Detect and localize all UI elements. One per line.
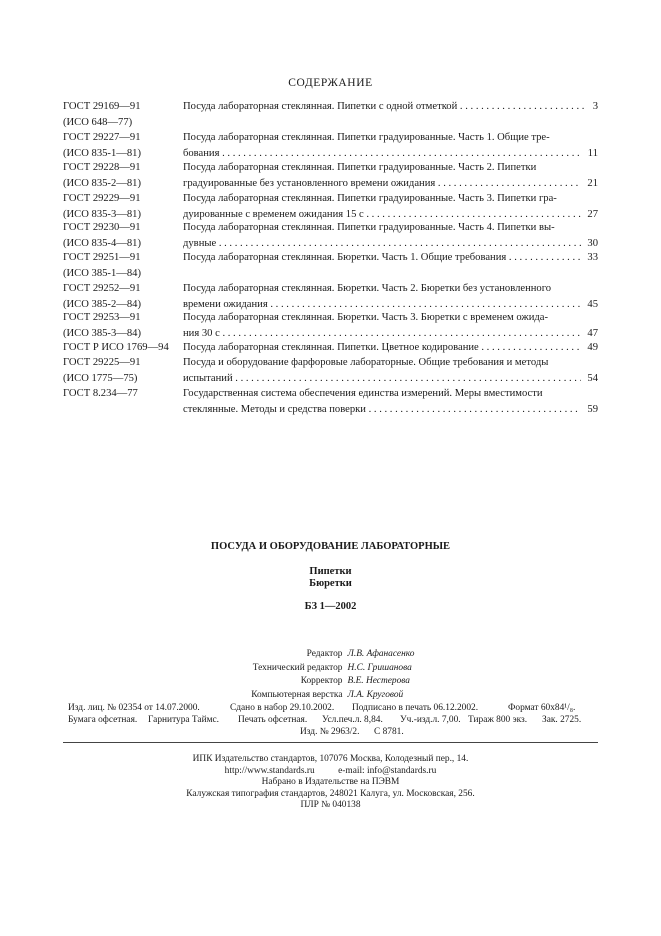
printer-line: ПЛР № 040138	[300, 800, 361, 810]
toc-text: Посуда лабораторная стеклянная. Пипетки с одной отметкой	[183, 101, 458, 112]
toc-text: Посуда лабораторная стеклянная. Пипетки градуированные. Часть 2. Пипетки	[183, 162, 537, 173]
standard-code: ГОСТ 29225—91	[63, 357, 141, 368]
toc-line	[183, 326, 598, 342]
standard-code: ГОСТ 29169—91	[63, 101, 141, 112]
toc-line	[183, 99, 598, 115]
toc-text: Посуда лабораторная стеклянная. Пипетки. Цветное кодирование	[183, 342, 479, 353]
issue-label: БЗ 1—2002	[304, 601, 357, 612]
toc-line	[183, 371, 598, 387]
standard-code: ГОСТ 29230—91	[63, 222, 141, 233]
toc-line	[183, 310, 598, 326]
c-number: С 8781.	[374, 727, 404, 737]
credit-row	[150, 662, 520, 676]
toc-text: Посуда лабораторная стеклянная. Пипетки градуированные. Часть 4. Пипетки вы-	[183, 222, 555, 233]
license-info: Изд. лиц. № 02354 от 14.07.2000.	[68, 703, 200, 713]
toc-line	[183, 130, 598, 146]
standard-code: ГОСТ 29228—91	[63, 162, 141, 173]
page-number: 47	[581, 326, 598, 342]
iso-code: (ИСО 385-1—84)	[63, 267, 141, 279]
iso-code: (ИСО 385-2—84)	[63, 298, 141, 310]
page-number: 49	[581, 340, 598, 356]
print-run: Тираж 800 экз.	[468, 715, 528, 725]
signed-date: Подписано в печать 06.12.2002.	[352, 703, 479, 713]
toc-text: бования	[183, 147, 220, 159]
toc-title: СОДЕРЖАНИЕ	[288, 77, 373, 89]
standard-code: ГОСТ 8.234—77	[63, 388, 138, 399]
iso-code: (ИСО 835-2—81)	[63, 177, 141, 189]
page-number: 30	[581, 236, 598, 252]
credit-name: Н.С. Гришанова	[347, 662, 412, 673]
printer-line: http://www.standards.ru e-mail: info@standards.ru	[224, 765, 437, 776]
toc-line	[183, 191, 598, 207]
toc-text: испытаний	[183, 372, 233, 384]
toc-line	[183, 355, 598, 371]
page-number: 54	[581, 371, 598, 387]
page-number: 27	[581, 207, 598, 223]
toc-text: Посуда лабораторная стеклянная. Пипетки градуированные. Часть 1. Общие тре-	[183, 132, 550, 143]
page-number: 59	[581, 402, 598, 418]
page-number: 11	[582, 146, 598, 162]
credits-block	[150, 648, 520, 702]
toc-text: Посуда лабораторная стеклянная. Бюретки. Часть 2. Бюретки без установленного	[183, 283, 552, 294]
iso-code: (ИСО 835-4—81)	[63, 237, 141, 249]
toc-text: Посуда лабораторная стеклянная. Бюретки. Часть 1. Общие требования	[183, 252, 507, 263]
iso-code: (ИСО 835-3—81)	[63, 208, 141, 220]
format-info: Формат 60x84¹/₈.	[508, 703, 576, 713]
printer-line: ИПК Издательство стандартов, 107076 Москва, Колодезный пер., 14.	[192, 754, 469, 764]
print-sheets: Усл.печ.л. 8,84.	[322, 715, 383, 725]
standard-code: ГОСТ 29251—91	[63, 252, 141, 263]
page-number: 3	[587, 99, 598, 115]
credit-row	[150, 689, 520, 703]
iso-code: (ИСО 835-1—81)	[63, 147, 141, 159]
collection-subtitle: Пипетки	[309, 566, 352, 577]
page-number: 21	[581, 176, 598, 192]
typeface-info: Гарнитура Таймс.	[148, 715, 220, 725]
standard-code: ГОСТ 29227—91	[63, 132, 141, 143]
iso-code: (ИСО 1775—75)	[63, 372, 138, 384]
toc-line	[183, 236, 598, 252]
toc-line	[183, 146, 598, 162]
printer-line: Калужская типография стандартов, 248021 Калуга, ул. Московская, 256.	[186, 788, 475, 799]
issue-number: Изд. № 2963/2.	[300, 727, 360, 737]
set-date: Сдано в набор 29.10.2002.	[230, 703, 335, 713]
credit-row	[150, 675, 520, 689]
toc-text: стеклянные. Методы и средства поверки	[183, 403, 366, 415]
toc-text: ния 30 с	[183, 327, 220, 339]
toc-line	[183, 160, 598, 176]
toc-text: Государственная система обеспечения единства измерений. Меры вместимости	[183, 388, 543, 399]
credit-role: Компьютерная верстка	[251, 689, 343, 700]
toc-line	[183, 386, 598, 402]
toc-text: Посуда лабораторная стеклянная. Пипетки градуированные. Часть 3. Пипетки гра-	[183, 193, 557, 204]
standard-code: ГОСТ 29229—91	[63, 193, 141, 204]
toc-text: градуированные без установленного времени ожидания	[183, 177, 436, 189]
credit-row	[150, 648, 520, 662]
printer-line: Набрано в Издательстве на ПЭВМ	[261, 777, 400, 787]
collection-title: ПОСУДА И ОБОРУДОВАНИЕ ЛАБОРАТОРНЫЕ	[210, 541, 451, 552]
iso-code: (ИСО 648—77)	[63, 116, 133, 128]
toc-line	[183, 402, 598, 418]
paper-info: Бумага офсетная.	[68, 715, 138, 725]
toc-line	[183, 176, 598, 192]
standard-code: ГОСТ 29252—91	[63, 283, 141, 294]
credit-name: Л.А. Круговой	[347, 689, 404, 700]
collection-subtitle: Бюретки	[309, 578, 352, 589]
credit-role: Технический редактор	[252, 662, 343, 673]
toc-text: Посуда и оборудование фарфоровые лабораторные. Общие требования и методы	[183, 357, 549, 368]
credit-role: Редактор	[306, 649, 343, 659]
pub-sheets: Уч.-изд.л. 7,00.	[400, 715, 461, 725]
order-number: Зак. 2725.	[542, 715, 582, 725]
credit-name: В.Е. Нестерова	[347, 676, 410, 686]
toc-line	[183, 220, 598, 236]
toc-text: времени ожидания	[183, 298, 268, 310]
page-number: 45	[581, 297, 598, 313]
toc-line	[183, 250, 598, 266]
standard-code: ГОСТ 29253—91	[63, 312, 141, 323]
toc-text: Посуда лабораторная стеклянная. Бюретки. Часть 3. Бюретки с временем ожида-	[183, 312, 549, 323]
divider	[63, 742, 598, 743]
print-info: Печать офсетная.	[238, 715, 308, 725]
toc-line	[183, 340, 598, 356]
toc-text: дувные	[183, 237, 217, 249]
standard-code: ГОСТ Р ИСО 1769—94	[63, 342, 169, 353]
credit-role: Корректор	[300, 676, 343, 686]
printer-block	[0, 754, 661, 812]
credit-name: Л.В. Афанасенко	[347, 649, 415, 659]
toc-text: дуированные с временем ожидания 15 с	[183, 208, 364, 220]
toc-line	[183, 281, 598, 297]
iso-code: (ИСО 385-3—84)	[63, 327, 141, 339]
page-number: 33	[581, 250, 598, 266]
